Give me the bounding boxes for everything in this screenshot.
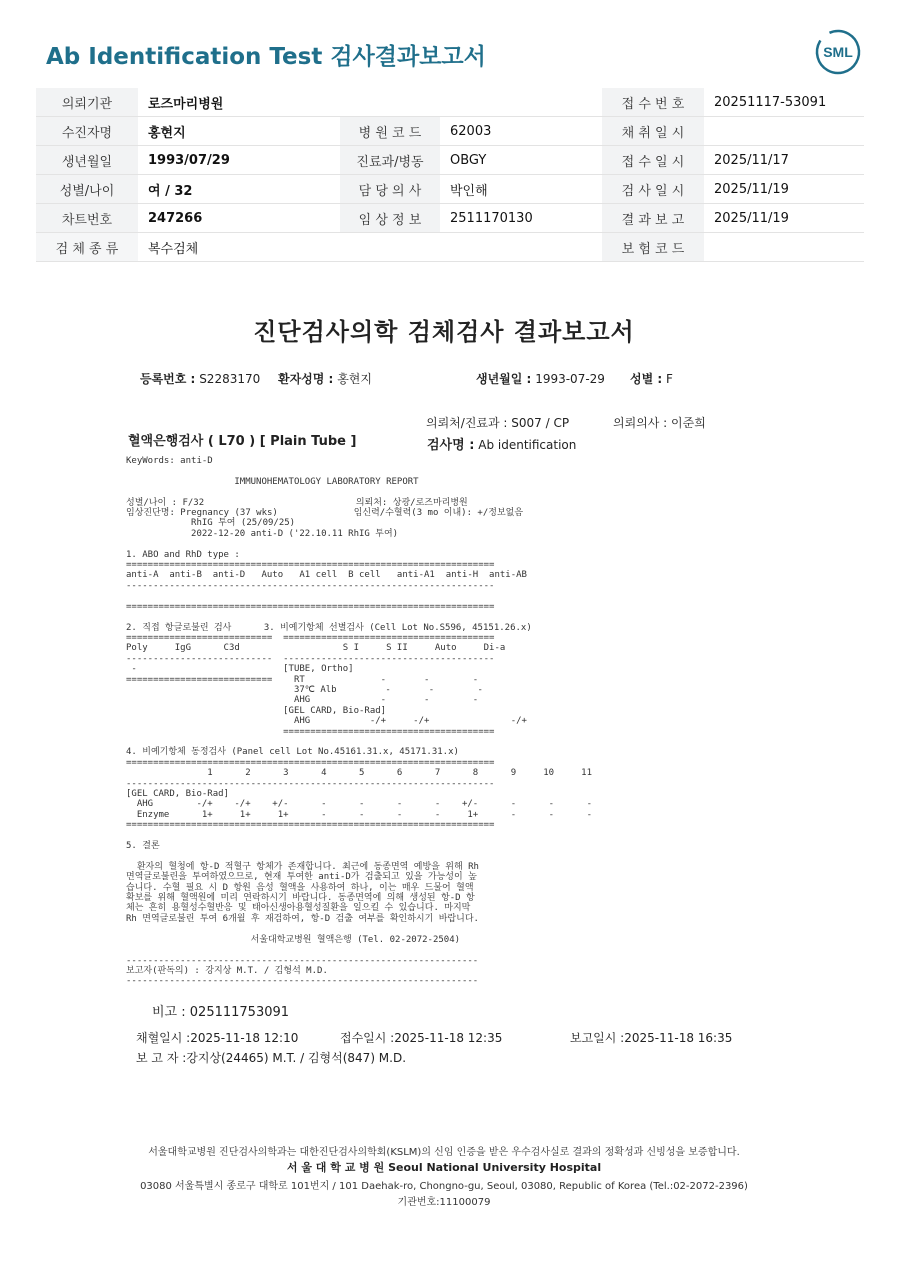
certification-text: 서울대학교병원 진단검사의학과는 대한진단검사의학회(KSLM)의 신임 인증을 받은 우수검사실로 결과의 정확성과 신빙성을 보증합니다.	[148, 1147, 740, 1158]
info-value: 2025/11/17	[704, 146, 864, 175]
receipt-time-label: 접수일시 :	[340, 1031, 395, 1045]
report-title: Ab Identification Test 검사결과보고서	[46, 44, 486, 70]
hospital-name-en: Seoul National University Hospital	[388, 1161, 602, 1174]
info-value	[440, 88, 602, 117]
registration-field	[140, 370, 260, 387]
info-row	[36, 175, 864, 204]
dob-field	[476, 370, 605, 387]
sex-label: 성별 :	[630, 372, 663, 386]
collection-time-label: 채혈일시 :	[136, 1031, 191, 1045]
info-label: 수진자명	[36, 117, 138, 146]
requesting-dept: 의뢰처/진료과 : S007 / CP	[426, 416, 570, 430]
patient-info-table	[36, 88, 864, 262]
info-value	[440, 233, 602, 262]
report-time-label: 보고일시 :	[570, 1031, 625, 1045]
info-value: 2511170130	[440, 204, 602, 233]
info-row	[36, 88, 864, 117]
info-label: 담 당 의 사	[340, 175, 440, 204]
info-label: 접 수 일 시	[602, 146, 704, 175]
patient-name-value: 홍현지	[337, 372, 372, 386]
info-label: 임 상 정 보	[340, 204, 440, 233]
info-value: 1993/07/29	[138, 146, 340, 175]
info-value: 홍현지	[138, 117, 340, 146]
info-value: 2025/11/19	[704, 175, 864, 204]
info-label: 진료과/병동	[340, 146, 440, 175]
test-group: 혈액은행검사 ( L70 ) [ Plain Tube ]	[128, 434, 357, 449]
document-title: 진단검사의학 검체검사 결과보고서	[253, 318, 635, 346]
hospital-name-kr: 서 울 대 학 교 병 원	[286, 1161, 385, 1174]
institution-number: 기관번호:11100079	[397, 1197, 491, 1208]
info-row	[36, 204, 864, 233]
sex-field	[630, 370, 673, 387]
registration-label: 등록번호 :	[140, 372, 196, 386]
info-label: 검 사 일 시	[602, 175, 704, 204]
patient-name-field	[278, 370, 372, 387]
info-label: 검 체 종 류	[36, 233, 138, 262]
info-value: 2025/11/19	[704, 204, 864, 233]
note-field	[152, 1001, 289, 1020]
info-value: 20251117-53091	[704, 88, 864, 117]
sml-logo	[814, 28, 862, 76]
info-value: 62003	[440, 117, 602, 146]
reporter-label: 보 고 자 :	[136, 1051, 187, 1065]
info-label	[340, 88, 440, 117]
sex-value: F	[666, 372, 673, 386]
test-name-value: Ab identification	[478, 438, 577, 452]
lab-report-body: KeyWords: anti-D IMMUNOHEMATOLOGY LABORATORY REPORT 성별/나이 : F/32 의뢰처: 상광/로즈마리병원 임상진단명: Pregnancy (37 wks) 임신력/수혈력(3 mo 이내): +/정보없음 RhIG 투여 (25/09/25) 2022-12-20 anti-D ('22.10.11 RhIG 투여) 1. ABO and RhD type : ==================================================================== anti-A anti-B anti-D Auto A1 cell B cell anti-A1 anti-H anti-AB -------------------------------------------------------------------- ==================================================================== 2. 직접 항글로불린 검사 3. 비예기항체 선별검사 (Cell Lot No.S596, 45151.26.x) =========================== ======================================= Poly IgG C3d S I S II Auto Di-a --------------------------- --------------------------------------- - [TUBE, Ortho] =========================== RT - - - 37℃ Alb - - - AHG - - - [GEL CARD, Bio-Rad] AHG -/+ -/+ -/+ ======================================= 4. 비예기항체 동정검사 (Panel cell Lot No.45161.31.x, 45171.31.x) ==================================================================== 1 2 3 4 5 6 7 8 9 10 11 -------------------------------------------------------------------- [GEL CARD, Bio-Rad] AHG -/+ -/+ +/- - - - - +/- - - - Enzyme 1+ 1+ 1+ - - - - 1+ - - - ==================================================================== 5. 결론 환자의 혈청에 항-D 적혈구 항체가 존재합니다. 최근에 동종면역 예방을 위해 Rh 면역글로불린을 투여하였으므로, 현재 투여한 anti-D가 검출되고 있을 가능성이 높 습니다. 수혈 필요 시 D 항원 음성 혈액을 사용하여 하나, 이는 매우 드물어 혈액 확보를 위해 혈액원에 미리 연락하시기 바랍니다. 동종면역에 의해 생성된 항-D 항 체는 흔히 용혈성수혈반응 및 태아신생아용혈성질환을 일으킬 수 있습니다. 마지막 Rh 면역글로불린 투여 6개월 후 재검하여, 항-D 검출 여부를 확인하시기 바랍니다. 서울대학교병원 혈액은행 (Tel. 02-2072-2504) ----------------------------------------------------------------- 보고자(판독의) : 강지상 M.T. / 김형석 M.D. -----------------------------------------------------------------	[126, 456, 592, 987]
test-name-label: 검사명 :	[427, 438, 475, 453]
info-value: 박인해	[440, 175, 602, 204]
info-label: 차트번호	[36, 204, 138, 233]
info-label: 의뢰기관	[36, 88, 138, 117]
reporter-value: 강지상(24465) M.T. / 김형석(847) M.D.	[186, 1051, 407, 1065]
receipt-time-value: 2025-11-18 12:35	[394, 1031, 503, 1045]
report-time-field	[570, 1029, 732, 1046]
info-value	[704, 117, 864, 146]
info-value: 247266	[138, 204, 340, 233]
info-label: 접 수 번 호	[602, 88, 704, 117]
dob-label: 생년월일 :	[476, 372, 532, 386]
info-value	[704, 233, 864, 262]
info-value: 여 / 32	[138, 175, 340, 204]
info-row	[36, 117, 864, 146]
info-label: 성별/나이	[36, 175, 138, 204]
report-time-value: 2025-11-18 16:35	[624, 1031, 733, 1045]
info-label: 생년월일	[36, 146, 138, 175]
info-row	[36, 146, 864, 175]
info-label: 채 취 일 시	[602, 117, 704, 146]
registration-value: S2283170	[199, 372, 261, 386]
info-label	[340, 233, 440, 262]
logo-text: SML	[823, 44, 853, 60]
patient-name-label: 환자성명 :	[278, 372, 334, 386]
info-label: 보 험 코 드	[602, 233, 704, 262]
info-row	[36, 233, 864, 262]
info-value: OBGY	[440, 146, 602, 175]
note-label: 비고 :	[152, 1005, 186, 1020]
test-name-field	[427, 434, 576, 453]
note-value: 025111753091	[189, 1005, 290, 1020]
hospital-address: 03080 서울특별시 종로구 대학로 101번지 / 101 Daehak-ro, Chongno-gu, Seoul, 03080, Republic of Korea (Tel.:02-2072-2396)	[140, 1181, 748, 1192]
collection-time-field	[136, 1029, 298, 1046]
requesting-doctor: 의뢰의사 : 이준희	[613, 416, 706, 430]
collection-time-value: 2025-11-18 12:10	[190, 1031, 299, 1045]
hospital-name	[0, 1159, 888, 1175]
info-value: 로즈마리병원	[138, 88, 340, 117]
reporter-field	[136, 1049, 406, 1066]
receipt-time-field	[340, 1029, 502, 1046]
info-value: 복수검체	[138, 233, 340, 262]
info-label: 병 원 코 드	[340, 117, 440, 146]
info-label: 결 과 보 고	[602, 204, 704, 233]
dob-value: 1993-07-29	[535, 372, 605, 386]
